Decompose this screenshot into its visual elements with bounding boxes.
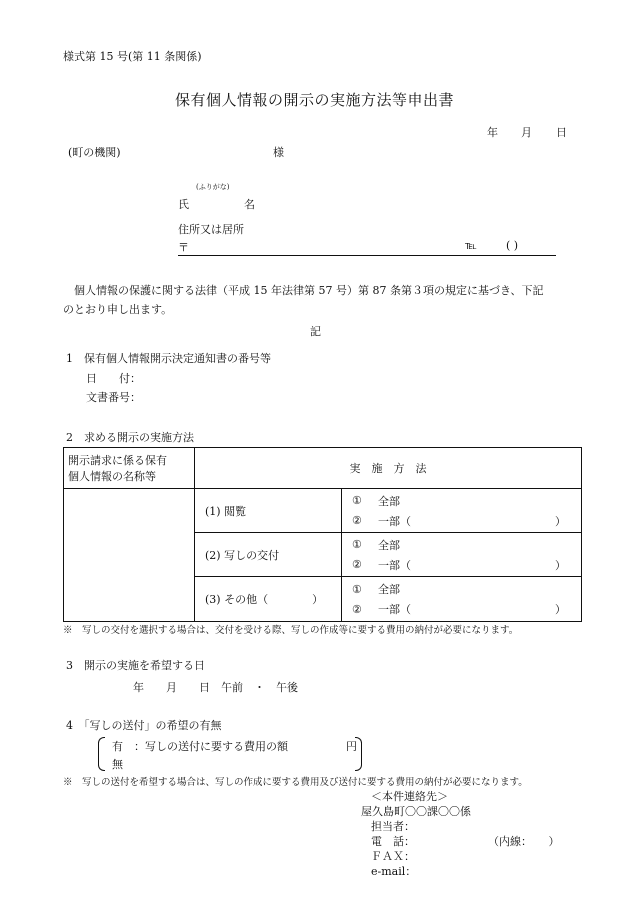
contact-email-label: e-mail： <box>371 865 417 878</box>
contact-extension-label: （内線： ） <box>488 835 560 848</box>
left-brace <box>98 737 105 771</box>
addressee-org: (町の機関) <box>68 146 121 159</box>
address-underline <box>178 255 556 256</box>
info-name-cell[interactable] <box>64 489 195 622</box>
intro-line-2: のとおり申し出ます。 <box>63 303 173 316</box>
method-options-copy-delivery: ① 全部 ② 一部（ ） <box>342 533 582 577</box>
tel-mark: ℡ <box>465 239 477 252</box>
table-header-method: 実 施 方 法 <box>195 448 582 489</box>
postal-mark: 〒 <box>178 241 189 254</box>
section4-note: ※ 写しの送付を希望する場合は、写しの作成に要する費用及び送付に要する費用の納付が必要になります。 <box>63 777 528 788</box>
method-label-copy-delivery: (2) 写しの交付 <box>195 533 342 577</box>
date-year-label: 年 <box>487 126 498 139</box>
section1-doc-number-label: 文書番号： <box>86 391 141 404</box>
date-day-label: 日 <box>556 126 567 139</box>
contact-phone-label: 電 話： <box>371 835 415 848</box>
tel-paren: ( ) <box>506 239 519 252</box>
name-label-char1: 氏 <box>178 198 189 211</box>
ki-label: 記 <box>310 325 321 338</box>
addressee-honorific: 様 <box>273 146 284 159</box>
contact-fax-label: ＦＡＸ： <box>371 850 415 863</box>
section2-heading: 2 求める開示の実施方法 <box>66 431 194 444</box>
furigana-label: (ふりがな) <box>196 183 230 191</box>
section3-heading: 3 開示の実施を希望する日 <box>66 659 205 672</box>
disclosure-methods-table <box>63 447 582 622</box>
date-month-label: 月 <box>521 126 532 139</box>
section3-date-line: 年 月 日 午前 ・ 午後 <box>133 681 298 694</box>
section1-date-label: 日 付： <box>86 372 141 385</box>
section4-heading: 4 「写しの送付」の希望の有無 <box>66 719 222 732</box>
yen-label: 円 <box>346 740 357 753</box>
page-title: 保有個人情報の開示の実施方法等申出書 <box>175 91 455 109</box>
section2-note: ※ 写しの交付を選択する場合は、交付を受ける際、写しの作成等に要する費用の納付が必要になります。 <box>63 625 519 636</box>
contact-header: ＜本件連絡先＞ <box>371 790 448 803</box>
form-number-label: 様式第 15 号(第 11 条関係) <box>63 50 202 63</box>
method-label-viewing: (1) 閲覧 <box>195 489 342 533</box>
send-yes-option[interactable]: 有 ：写しの送付に要する費用の額 <box>112 740 288 753</box>
contact-dept: 屋久島町〇〇課〇〇係 <box>361 805 471 818</box>
method-options-viewing: ① 全部 ② 一部（ ） <box>342 489 582 533</box>
address-label: 住所又は居所 <box>178 223 244 236</box>
intro-line-1: 個人情報の保護に関する法律（平成 15 年法律第 57 号）第 87 条第３項の規定に基づき、下記 <box>74 284 544 297</box>
method-label-other: (3) その他（ ） <box>195 577 342 622</box>
contact-person-label: 担当者： <box>371 820 415 833</box>
name-label-char2: 名 <box>244 198 255 211</box>
section1-heading: 1 保有個人情報開示決定通知書の番号等 <box>66 352 271 365</box>
table-header-info-name: 開示請求に係る保有 個人情報の名称等 <box>64 448 195 489</box>
table-row <box>64 489 582 533</box>
method-options-other: ① 全部 ② 一部（ ） <box>342 577 582 622</box>
send-no-option[interactable]: 無 <box>112 758 123 771</box>
